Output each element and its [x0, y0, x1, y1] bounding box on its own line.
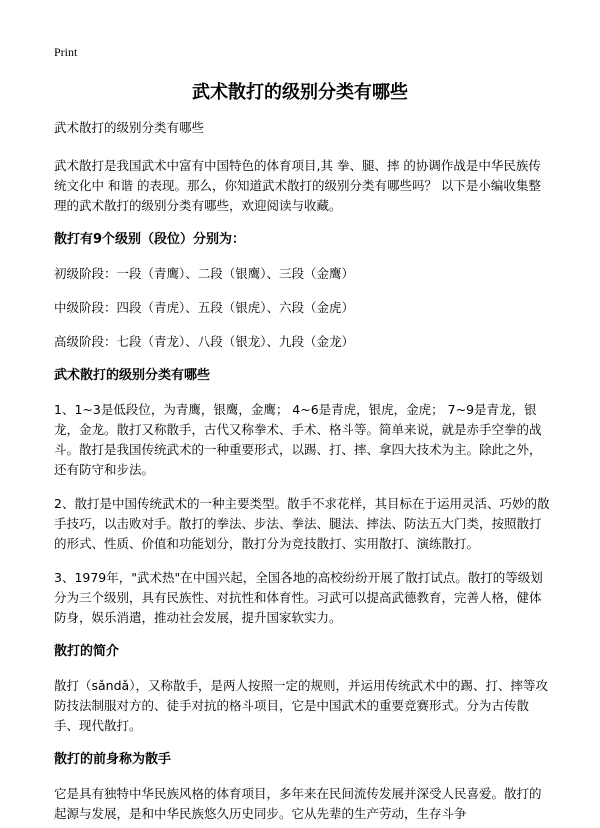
article-title: 武术散打的级别分类有哪些: [192, 82, 408, 103]
section-heading-intro: 散打的简介: [54, 644, 120, 659]
level-intermediate: 中级阶段：四段（青虎）、五段（银虎）、六段（金虎）: [54, 300, 355, 315]
section-heading-origin: 散打的前身称为散手: [54, 752, 172, 767]
article-body: [54, 118, 550, 828]
sanda-intro-paragraph: 散打（sǎndǎ），又称散手，是两人按照一定的规则，并运用传统武术中的踢、打、摔等攻防技法制服对方的、徒手对抗的格斗项目，它是中国武术的重要竞赛形式。分为古传散手、现代散打。: [54, 678, 548, 733]
print-link[interactable]: Print: [54, 45, 78, 59]
intro-paragraph: 武术散打是我国武术中富有中国特色的体育项目,其 拳、腿、摔 的协调作战是中华民族传统文化中 和谐 的表现。那么，你知道武术散打的级别分类有哪些吗？ 以下是小编收集整理的武术散打的级别分类有哪些，欢迎阅读与收藏。: [54, 158, 541, 213]
origin-paragraph: 它是具有独特中华民族风格的体育项目，多年来在民间流传发展并深受人民喜爱。散打的起源与发展，是和中华民族悠久历史同步。它从先辈的生产劳动，生存斗争: [54, 786, 542, 821]
classification-paragraph-2: 2、散打是中国传统武术的一种主要类型。散手不求花样，其目标在于运用灵活、巧妙的散手技巧，以击败对手。散打的拳法、步法、拳法、腿法、摔法、防法五大门类，按照散打的形式、性质、价值和功能划分，散打分为竞技散打、实用散打、演练散打。: [54, 496, 550, 551]
level-beginner: 初级阶段：一段（青鹰）、二段（银鹰）、三段（金鹰）: [54, 266, 355, 281]
section-heading-levels: 散打有9个级别（段位）分别为：: [54, 232, 246, 247]
classification-paragraph-1: 1、1~3是低段位，为青鹰，银鹰，金鹰； 4~6是青虎，银虎，金虎； 7~9是青龙，银龙，金龙。散打又称散手，古代又称拳术、手术、格斗等。简单来说，就是赤手空拳的战斗。散打是我国传统武术的一种重要形式，以踢、打、摔、拿四大技术为主。除此之外，还有防守和步法。: [54, 402, 542, 477]
classification-paragraph-3: 3、1979年，"武术热"在中国兴起，全国各地的高校纷纷开展了散打试点。散打的等级划分为三个级别，具有民族性、对抗性和体育性。习武可以提高武德教育，完善人格，健体防身，娱乐消遣，推动社会发展，提升国家软实力。: [54, 570, 543, 625]
section-heading-classification: 武术散打的级别分类有哪些: [54, 368, 211, 383]
article-subtitle: 武术散打的级别分类有哪些: [54, 120, 205, 135]
level-advanced: 高级阶段：七段（青龙）、八段（银龙）、九段（金龙）: [54, 334, 355, 349]
